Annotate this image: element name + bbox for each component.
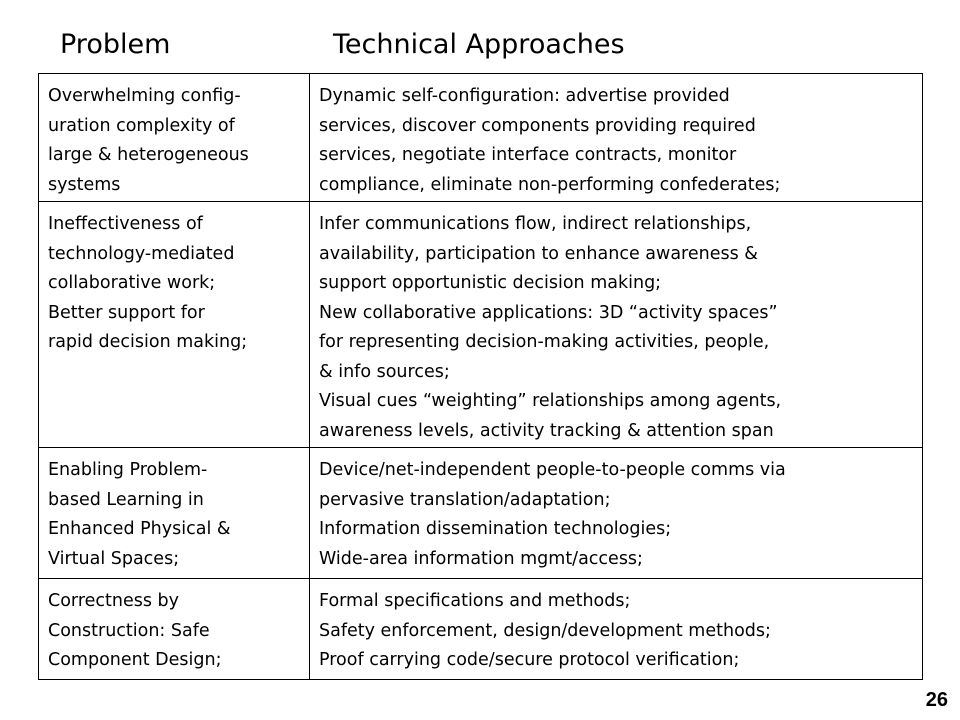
table-row xyxy=(39,578,922,679)
approach-cell: Dynamic self-configuration: advertise provided services, discover components providing required services, negotiate interface contracts, monitor compliance, eliminate non-performing confederates; xyxy=(319,86,781,195)
page-number: 26 xyxy=(925,689,948,711)
problem-cell: Overwhelming config- uration complexity of large & heterogeneous systems xyxy=(48,86,249,195)
column-divider xyxy=(309,448,310,578)
table-row xyxy=(39,201,922,447)
problem-cell: Enabling Problem- based Learning in Enhanced Physical & Virtual Spaces; xyxy=(48,460,231,569)
problems-approaches-table xyxy=(38,73,923,680)
column-divider xyxy=(309,74,310,201)
problem-cell: Ineffectiveness of technology-mediated collaborative work; Better support for rapid decision making; xyxy=(48,214,248,352)
column-divider xyxy=(309,579,310,679)
table-row xyxy=(39,74,922,201)
approach-cell: Device/net-independent people-to-people comms via pervasive translation/adaptation; Information dissemination technologies; Wide-area information mgmt/access; xyxy=(319,460,786,569)
column-divider xyxy=(309,202,310,447)
approach-cell: Infer communications flow, indirect relationships, availability, participation to enhance awareness & support opportunistic decision making; New collaborative applications: 3D “activity spaces” for representing decision-making activities, people, & info sources; Visual cues “weighting” relationships among agents, awareness levels, activity tracking & attention span xyxy=(319,214,782,441)
technical-approaches-heading: Technical Approaches xyxy=(333,29,625,60)
problem-heading: Problem xyxy=(60,29,171,60)
approach-cell: Formal specifications and methods; Safety enforcement, design/development methods; Proof carrying code/secure protocol verification; xyxy=(319,591,771,670)
problem-cell: Correctness by Construction: Safe Component Design; xyxy=(48,591,222,670)
table-row xyxy=(39,447,922,578)
